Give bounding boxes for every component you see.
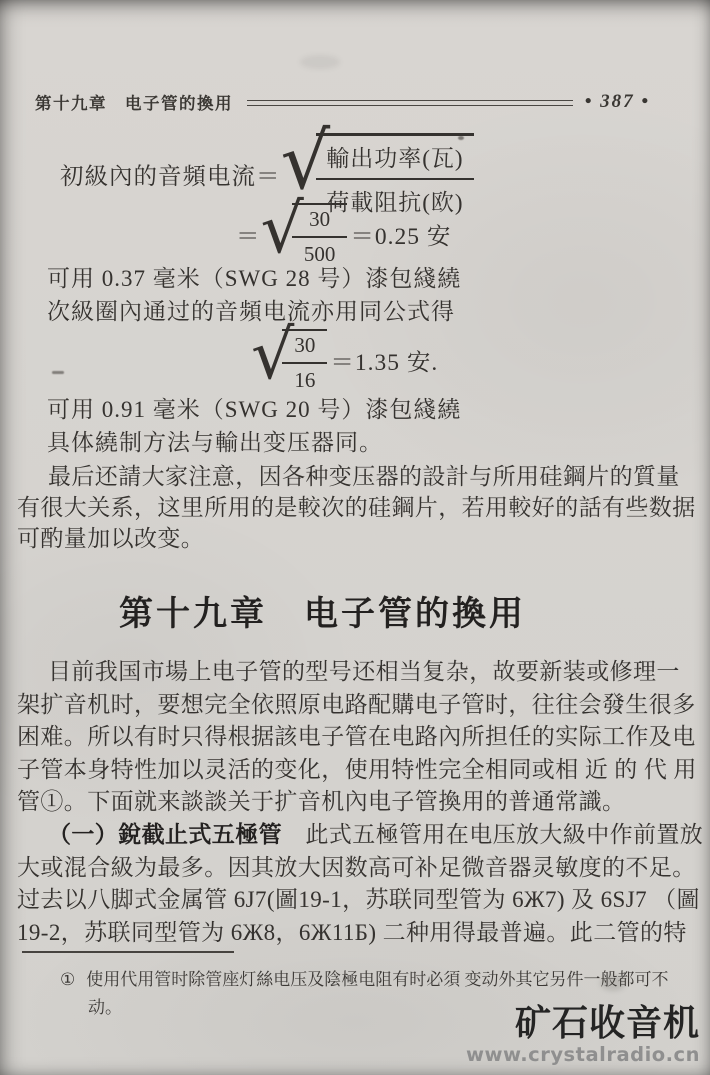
square-root-expression [260, 190, 348, 269]
watermark-site-name: 矿石收音机 [514, 1003, 700, 1044]
running-header [35, 90, 650, 114]
scan-smudge [300, 55, 340, 69]
radical-icon: √ [251, 316, 295, 395]
body-line-winding-method: 具体繞制方法与輸出变压器同。 [47, 430, 383, 455]
footnote-line: 动。 [88, 998, 122, 1017]
page-number: • 387 • [584, 91, 650, 112]
scan-speck [458, 136, 464, 140]
radical-icon: √ [280, 117, 331, 207]
section-heading-pentode: （一）銳截止式五極管 [48, 822, 282, 847]
paragraph-line: 最后还請大家注意，因各种变压器的設計与所用硅鋼片的質量 [48, 464, 680, 489]
fraction-denominator: 500 [303, 242, 336, 266]
paragraph-intro [17, 656, 695, 819]
formula-result: ＝1.35 安. [330, 350, 439, 376]
equals-sign: ＝ [236, 224, 261, 250]
footnote-divider [22, 951, 234, 953]
formula-secondary-current-value [251, 316, 439, 395]
paragraph-line: 目前我国市場上电子管的型号还相当复杂，故要新装或修理一 [48, 659, 680, 684]
formula-lhs: 初級內的音頻电流＝ [60, 163, 281, 190]
fraction-denominator: 16 [294, 368, 316, 392]
footnote-marker: ① [60, 970, 76, 989]
formula-primary-current-value [236, 190, 452, 269]
watermark [466, 1004, 700, 1066]
fraction-denominator: 荷載阻抗(欧) [326, 190, 464, 215]
watermark-site-url: www.crystalradio.cn [465, 1043, 700, 1066]
paragraph-line-rest: 此式五極管用在电压放大級中作前置放 [282, 822, 704, 847]
formula-result: ＝0.25 安 [350, 224, 452, 250]
paragraph-sharp-cutoff-pentode [17, 819, 704, 949]
fraction-numerator: 30 [292, 205, 348, 238]
radical-icon: √ [260, 190, 304, 269]
fraction-numerator: 輸出功率(瓦) [316, 136, 473, 180]
body-line-secondary-current: 次級圈內通过的音頻电流亦用同公式得 [47, 299, 455, 324]
square-root-expression [251, 316, 327, 395]
chapter-title: 第十九章 电子管的換用 [119, 596, 526, 633]
header-double-rule [247, 100, 573, 106]
body-line-wire-037: 可用 0.37 毫米（SWG 28 号）漆包綫繞 [47, 266, 462, 291]
scan-smudge [600, 975, 626, 991]
paragraph-line: 大或混合級为最多。因其放大因数高可补足微音器灵敏度的不足。 [17, 854, 696, 880]
paragraph-line: 架扩音机时，要想完全依照原电路配購电子管时，往往会發生很多 [17, 691, 696, 717]
body-line-wire-091: 可用 0.91 毫米（SWG 20 号）漆包綫繞 [47, 397, 462, 422]
paragraph-transformer-note [17, 461, 695, 554]
paragraph-line: 有很大关系，这里所用的是較次的硅鋼片，若用較好的話有些数据 [17, 495, 696, 520]
paragraph-line: 可酌量加以改变。 [17, 526, 205, 551]
running-header-chapter: 第十九章 电子管的換用 [35, 94, 233, 113]
paragraph-line: 困难。所以有时只得根据該电子管在电路內所担任的实际工作及电 [17, 724, 696, 749]
scan-dash-artifact [52, 371, 64, 374]
footnote-text: 使用代用管时除管座灯絲电压及陰極电阻有时必須 变动外其它另件一般都可不 [86, 970, 669, 989]
paragraph-line: 子管本身特性加以灵活的变化，使用特性完全相同或相 近 的 代 用 [17, 756, 697, 782]
fraction [282, 329, 327, 395]
paragraph-line: 管①。下面就来談談关于扩音机內电子管換用的普通常識。 [17, 789, 626, 814]
paragraph-line: 19-2，苏联同型管为 6Ж8，6Ж11Б) 二种用得最普遍。此二管的特 [17, 919, 687, 945]
paragraph-line: 过去以八脚式金属管 6J7(圖19-1，苏联同型管为 6Ж7) 及 6SJ7 （圖 [17, 887, 700, 912]
paragraph-line [17, 819, 704, 852]
fraction-numerator: 30 [282, 331, 327, 364]
